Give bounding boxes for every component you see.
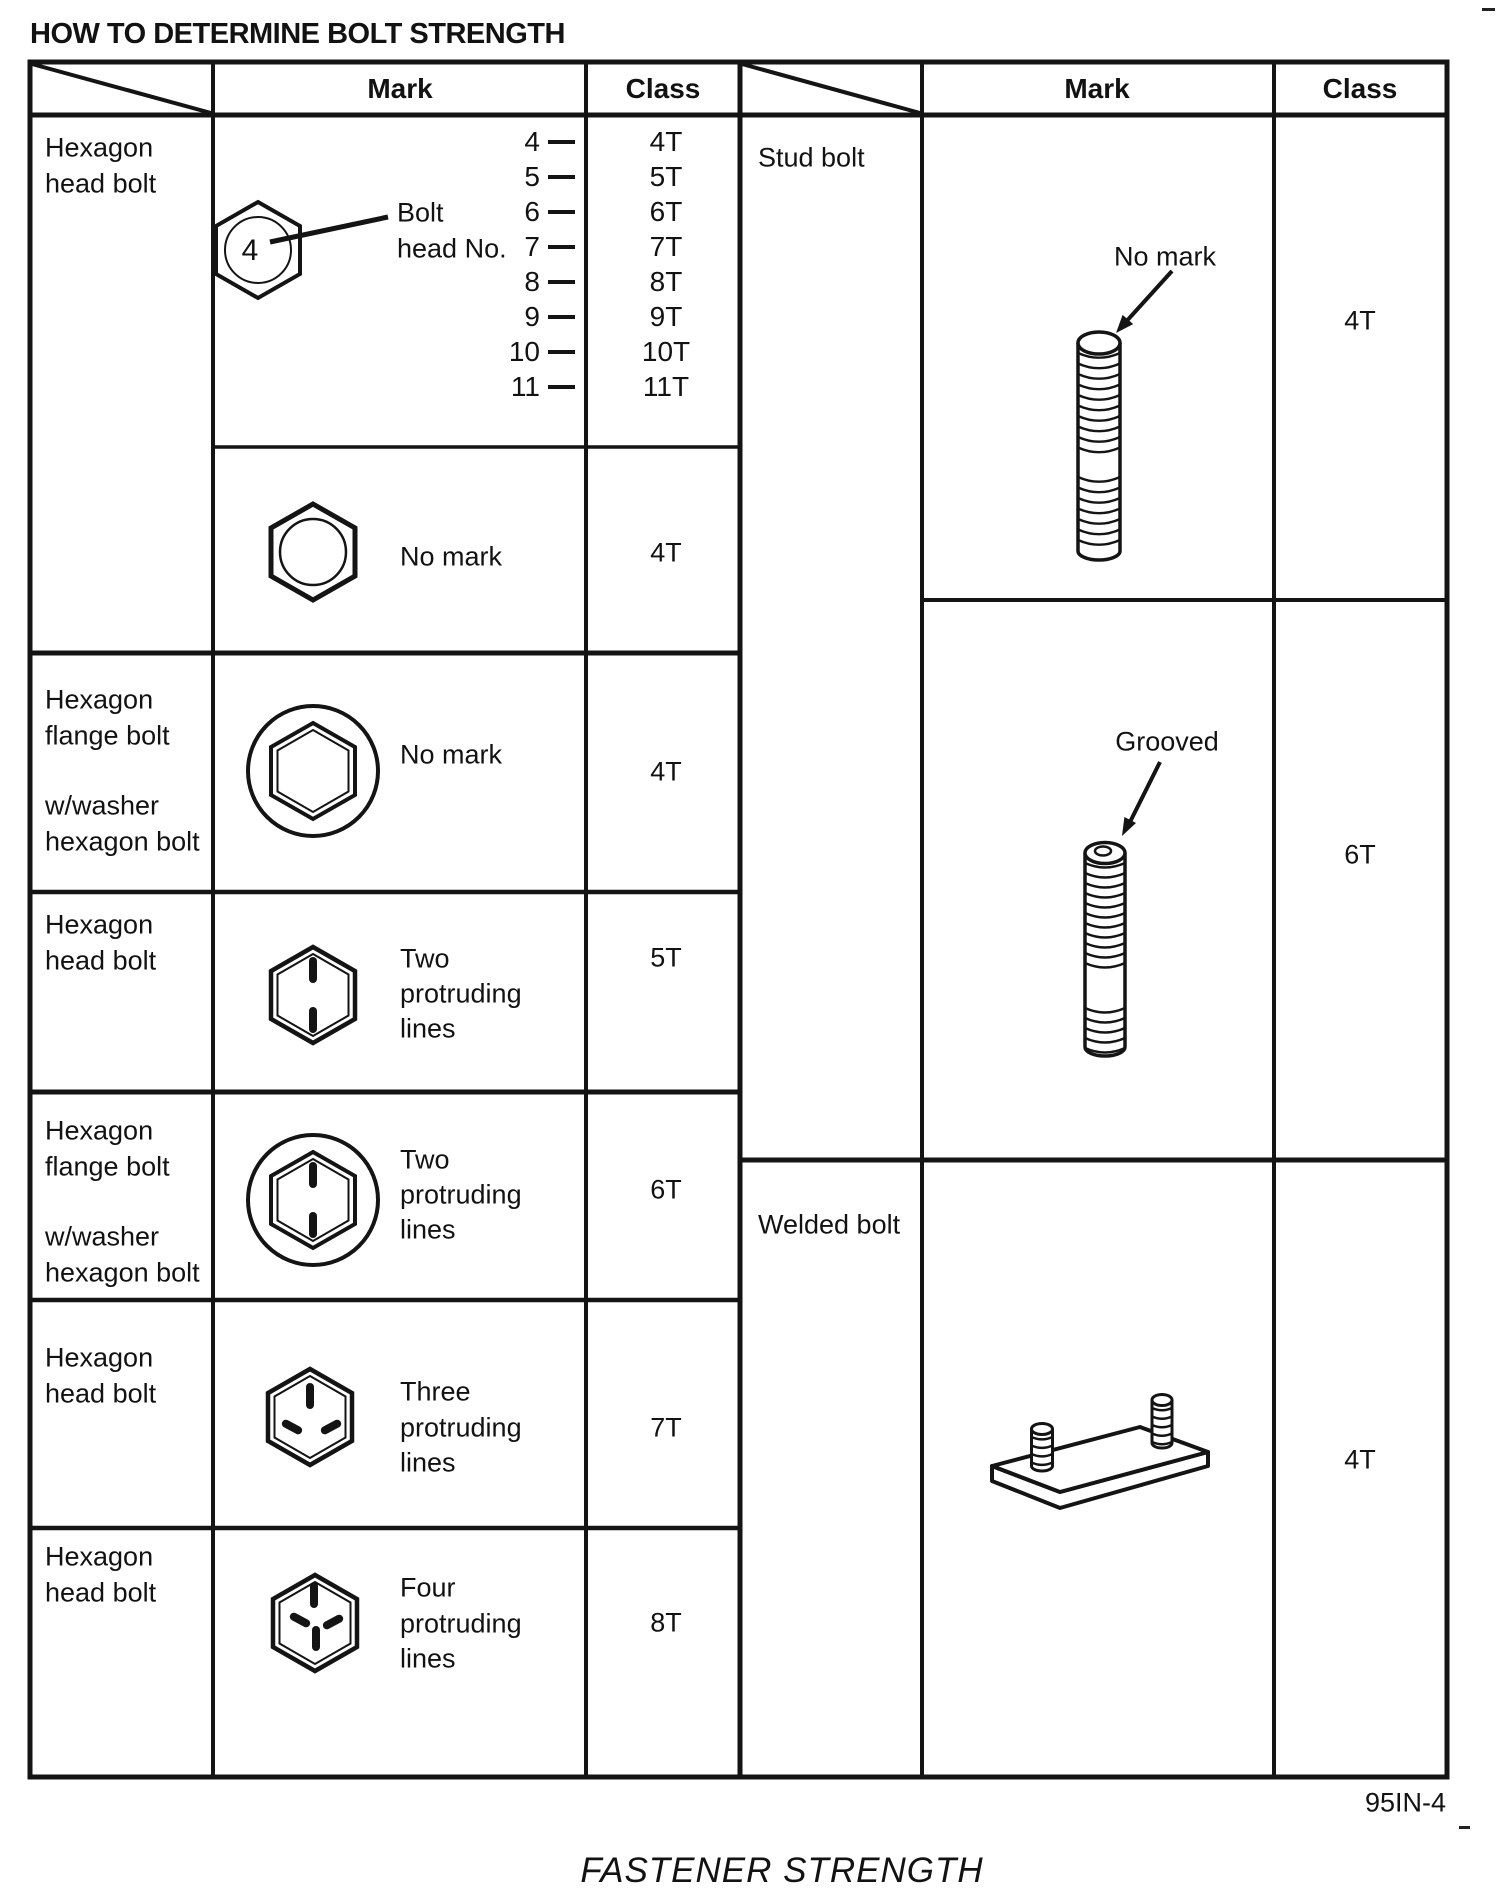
class-value: 6T [650,1174,682,1205]
class-value: 4T [1344,1444,1376,1475]
class-value: 4T [649,126,683,157]
left-col-header-class: Class [625,73,701,104]
grooved-arrow [1128,762,1160,826]
scan-artifact-dash [1482,8,1495,11]
page-code: 95IN-4 [1364,1787,1446,1818]
scan-artifact-dash [1459,1826,1470,1829]
head-number: 4 [524,126,540,157]
footer-caption: FASTENER STRENGTH [580,1851,984,1890]
number-dashes [548,142,575,387]
no-mark-arrow [1124,271,1172,324]
hex-three-lines-mark [268,1369,352,1465]
no-mark-callout: No mark [1113,241,1217,272]
mark-text: Three [400,1376,471,1407]
bolt-head-callout: head No. [397,233,507,264]
hex-digit: 4 [241,234,259,267]
head-number: 11 [510,371,540,402]
class-value: 5T [649,161,683,192]
class-value: 4T [1344,305,1376,336]
row-label: Hexagon [45,909,154,940]
stud-bolt-drawing [1078,271,1172,560]
mark-text: No mark [400,541,503,572]
row-label: Hexagon [45,1115,154,1146]
grooved-callout: Grooved [1115,726,1219,757]
class-value: 8T [650,1607,682,1638]
mark-text: Four [400,1572,456,1603]
mark-text: lines [400,1447,456,1478]
mark-text: lines [400,1643,456,1674]
mark-text: protruding [400,1608,522,1639]
mark-text: No mark [400,739,503,770]
class-value: 4T [650,756,682,787]
head-number: 9 [524,301,540,332]
class-value: 6T [649,196,683,227]
class-value: 8T [649,266,683,297]
row-label: flange bolt [45,720,170,751]
head-number: 5 [524,161,540,192]
diagonal-header-line [32,64,211,113]
row-label: Hexagon [45,684,154,715]
bolt-head-callout: Bolt [397,197,444,228]
head-number: 8 [524,266,540,297]
flange-hex-two-lines-mark [248,1135,378,1265]
hex-two-lines-mark [271,947,355,1043]
class-value: 7T [649,231,683,262]
row-label: head bolt [45,1378,157,1409]
mark-text: protruding [400,1179,522,1210]
row-label: w/washer [45,790,160,821]
row-label: Hexagon [45,1342,154,1373]
mark-text: protruding [400,1412,522,1443]
row-label: Hexagon [45,1541,154,1572]
row-label: w/washer [45,1221,160,1252]
page-title: HOW TO DETERMINE BOLT STRENGTH [30,18,565,50]
flange-hex-no-mark [248,706,378,836]
class-value: 9T [649,301,683,332]
diagonal-header-line [742,64,920,113]
mark-text: Two [400,943,450,974]
head-number: 6 [524,196,540,227]
head-number: 10 [508,336,540,367]
row-label: hexagon bolt [45,826,200,857]
class-value: 7T [650,1412,682,1443]
mark-text: protruding [400,978,522,1009]
hex-no-mark [271,504,355,600]
row-label: flange bolt [45,1151,170,1182]
class-value: 11T [642,371,690,402]
row-label-welded-bolt: Welded bolt [758,1209,901,1240]
class-value: 6T [1344,839,1376,870]
row-label: Hexagon [45,132,154,163]
mark-text: lines [400,1214,456,1245]
mark-text: Two [400,1144,450,1175]
row-label: head bolt [45,945,157,976]
class-value: 4T [650,537,682,568]
row-label: hexagon bolt [45,1257,200,1288]
head-number: 7 [524,231,540,262]
class-value: 10T [641,336,691,367]
row-label: head bolt [45,168,157,199]
mark-text: lines [400,1013,456,1044]
right-col-header-mark: Mark [1064,73,1130,104]
row-label-stud-bolt: Stud bolt [758,142,865,173]
class-value: 5T [650,942,682,973]
welded-bolt-drawing [992,1395,1208,1509]
right-col-header-class: Class [1322,73,1398,104]
left-col-header-mark: Mark [367,73,433,104]
row-label: head bolt [45,1577,157,1608]
hex-four-lines-mark [273,1575,357,1671]
